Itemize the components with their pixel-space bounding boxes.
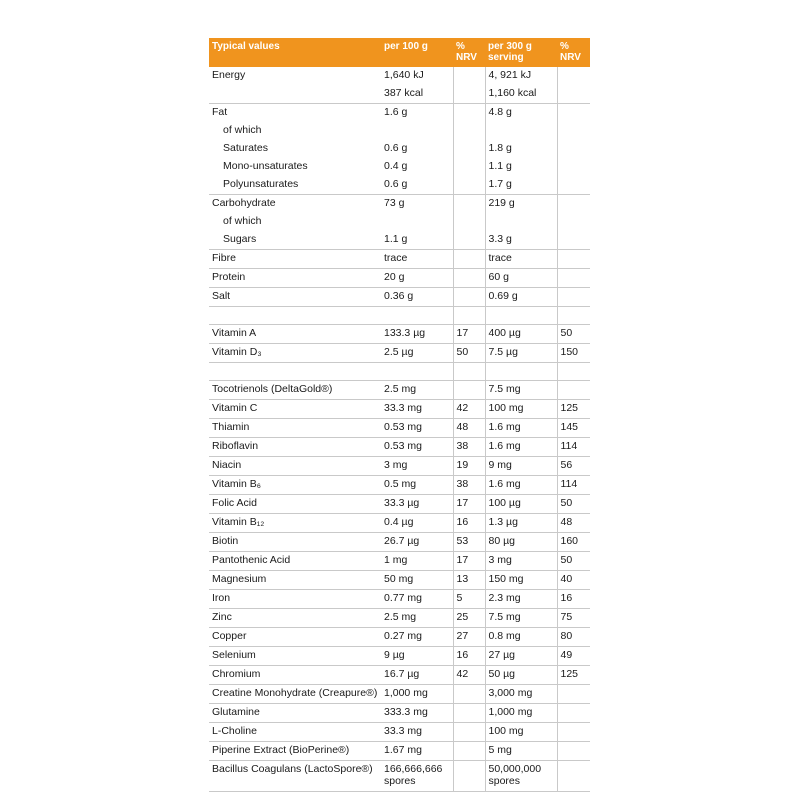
table-row [209, 250, 590, 269]
nutrient-name: Sugars [209, 231, 381, 250]
nrv-per-100g: 16 [453, 514, 485, 533]
nrv-per-100g [453, 213, 485, 231]
nrv-per-300g [557, 85, 590, 104]
value-per-300g: 3 mg [485, 552, 557, 571]
value-per-300g: trace [485, 250, 557, 269]
value-per-300g: 1.7 g [485, 176, 557, 195]
nrv-per-300g [557, 761, 590, 792]
nrv-per-100g [453, 761, 485, 792]
nutrient-name: Biotin [209, 533, 381, 552]
header-typical-values: Typical values [209, 38, 381, 67]
nrv-per-300g [557, 122, 590, 140]
nrv-per-300g [557, 685, 590, 704]
nrv-per-100g [453, 195, 485, 214]
value-per-100g: 73 g [384, 197, 405, 209]
table-row [209, 647, 590, 666]
value-per-100g: 1,640 kJ [384, 69, 424, 81]
nrv-per-300g [557, 213, 590, 231]
nrv-per-100g: 19 [453, 457, 485, 476]
nrv-per-300g: 145 [557, 419, 590, 438]
table-row [209, 590, 590, 609]
nrv-per-300g [557, 742, 590, 761]
value-per-300g: 2.3 mg [485, 590, 557, 609]
table-row [209, 288, 590, 307]
nutrient-name: Niacin [209, 457, 381, 476]
nrv-per-100g: 5 [453, 590, 485, 609]
nrv-per-300g: 40 [557, 571, 590, 590]
table-row [209, 723, 590, 742]
nrv-per-100g: 16 [453, 647, 485, 666]
table-row [209, 761, 590, 792]
table-row [209, 495, 590, 514]
nutrient-name: Bacillus Coagulans (LactoSpore®) [209, 761, 381, 792]
value-per-300g: 0.8 mg [485, 628, 557, 647]
value-per-300g: 9 mg [485, 457, 557, 476]
nutrient-name: Piperine Extract (BioPerine®) [209, 742, 381, 761]
nutrient-name: Carbohydrate [212, 197, 276, 209]
table-row [209, 514, 590, 533]
value-per-100g: 26.7 µg [381, 533, 453, 552]
value-per-100g: 0.53 mg [381, 419, 453, 438]
value-per-300g: 400 µg [485, 325, 557, 344]
table-row [209, 552, 590, 571]
nrv-per-300g: 50 [557, 495, 590, 514]
value-per-300g: 100 µg [485, 495, 557, 514]
nrv-per-100g [453, 85, 485, 104]
header-per-300g-serving: per 300 g serving [485, 38, 557, 67]
value-per-300g [485, 307, 557, 325]
value-per-100g: 1.6 g [384, 106, 408, 118]
nutrient-name: Vitamin D₃ [209, 344, 381, 363]
value-per-300g: 50 µg [485, 666, 557, 685]
table-row [209, 666, 590, 685]
nrv-per-100g [453, 381, 485, 400]
nrv-per-300g [557, 104, 590, 123]
nrv-per-100g [453, 723, 485, 742]
nrv-per-300g [557, 363, 590, 381]
value-per-100g: 50 mg [381, 571, 453, 590]
value-per-300g: 4, 921 kJ [485, 67, 557, 85]
nrv-per-300g: 49 [557, 647, 590, 666]
value-per-300g: 1.8 g [485, 140, 557, 158]
nrv-per-300g: 160 [557, 533, 590, 552]
nrv-per-300g [557, 231, 590, 250]
nrv-per-300g [557, 176, 590, 195]
nrv-per-300g: 16 [557, 590, 590, 609]
table-row [209, 344, 590, 363]
nrv-per-100g [453, 704, 485, 723]
nutrient-name: Tocotrienols (DeltaGold®) [209, 381, 381, 400]
nutrient-name [209, 307, 381, 325]
nrv-per-100g [453, 742, 485, 761]
nrv-per-300g [557, 140, 590, 158]
value-per-300g: 100 mg [485, 400, 557, 419]
value-per-100g: 0.6 g [384, 142, 408, 154]
nutrient-name: Vitamin B₁₂ [209, 514, 381, 533]
nrv-per-100g [453, 176, 485, 195]
value-per-300g [485, 213, 557, 231]
value-per-100g: 133.3 µg [381, 325, 453, 344]
table-row [209, 685, 590, 704]
nrv-per-300g: 50 [557, 325, 590, 344]
nrv-per-100g: 13 [453, 571, 485, 590]
nutrient-name: Thiamin [209, 419, 381, 438]
nrv-per-100g [453, 140, 485, 158]
nutrient-name: Vitamin A [209, 325, 381, 344]
value-per-100g [381, 213, 453, 231]
nutrient-name: Pantothenic Acid [209, 552, 381, 571]
nrv-per-300g: 114 [557, 438, 590, 457]
nutrient-name: Magnesium [209, 571, 381, 590]
value-per-300g: 50,000,000 spores [485, 761, 557, 792]
table-row [209, 325, 590, 344]
nrv-per-100g [453, 122, 485, 140]
value-per-300g: 1.6 mg [485, 476, 557, 495]
nrv-per-100g: 48 [453, 419, 485, 438]
table-header [209, 38, 590, 67]
value-per-300g: 1.6 mg [485, 419, 557, 438]
value-per-300g: 60 g [485, 269, 557, 288]
nutrient-name: Vitamin C [209, 400, 381, 419]
nutrient-name: L-Choline [209, 723, 381, 742]
value-per-100g: 33.3 mg [381, 723, 453, 742]
table-row [209, 533, 590, 552]
table-row [209, 158, 590, 176]
value-per-100g: 9 µg [381, 647, 453, 666]
value-per-300g: 3.3 g [485, 231, 557, 250]
table-row [209, 419, 590, 438]
nrv-per-300g [557, 250, 590, 269]
value-per-300g: 0.69 g [485, 288, 557, 307]
nrv-per-100g [453, 363, 485, 381]
table-row [209, 400, 590, 419]
nutrient-name: Chromium [209, 666, 381, 685]
table-body [209, 67, 590, 792]
header-nrv-100g: % NRV [453, 38, 485, 67]
nrv-per-100g [453, 269, 485, 288]
nrv-per-300g: 150 [557, 344, 590, 363]
nutrient-name [209, 85, 381, 104]
value-per-100g: 0.77 mg [381, 590, 453, 609]
nutrient-name: Selenium [209, 647, 381, 666]
nrv-per-300g: 114 [557, 476, 590, 495]
value-per-100g [381, 307, 453, 325]
table-row [209, 213, 590, 231]
nrv-per-100g: 17 [453, 495, 485, 514]
value-per-100g: trace [381, 250, 453, 269]
value-per-100g: 166,666,666 spores [381, 761, 453, 792]
table-row [209, 438, 590, 457]
value-per-300g [485, 122, 557, 140]
nutrient-name: Saturates [223, 142, 268, 154]
table-row [209, 269, 590, 288]
value-per-100g: 2.5 µg [381, 344, 453, 363]
table-row [209, 476, 590, 495]
spacer-row [209, 363, 590, 381]
nutrient-name: Iron [209, 590, 381, 609]
table-row [209, 609, 590, 628]
nutrient-name: Salt [209, 288, 381, 307]
nutrient-name: Riboflavin [209, 438, 381, 457]
table-row [209, 176, 590, 195]
nrv-per-100g [453, 307, 485, 325]
table-row [209, 85, 590, 104]
nrv-per-300g [557, 307, 590, 325]
value-per-100g: 2.5 mg [381, 381, 453, 400]
value-per-100g: 16.7 µg [381, 666, 453, 685]
value-per-300g: 4.8 g [485, 104, 557, 123]
value-per-100g: 20 g [381, 269, 453, 288]
value-per-300g: 1.1 g [485, 158, 557, 176]
table-row [209, 571, 590, 590]
value-per-300g: 1.6 mg [485, 438, 557, 457]
nrv-per-100g [453, 158, 485, 176]
nrv-per-300g: 125 [557, 400, 590, 419]
nutrient-name: Fat [212, 106, 228, 118]
nrv-per-300g [557, 288, 590, 307]
table-row [209, 704, 590, 723]
value-per-100g: 387 kcal [381, 85, 453, 104]
value-per-300g: 80 µg [485, 533, 557, 552]
nutrient-name: Mono-unsaturates [223, 160, 308, 172]
table-row [209, 140, 590, 158]
table-row [209, 381, 590, 400]
value-per-100g [381, 363, 453, 381]
table-row [209, 67, 590, 85]
nrv-per-300g: 56 [557, 457, 590, 476]
value-per-300g [485, 363, 557, 381]
value-per-300g: 7.5 mg [485, 609, 557, 628]
nrv-per-300g: 75 [557, 609, 590, 628]
nrv-per-100g: 42 [453, 400, 485, 419]
nrv-per-300g [557, 67, 590, 85]
nrv-per-100g: 53 [453, 533, 485, 552]
value-per-300g: 7.5 µg [485, 344, 557, 363]
nrv-per-100g [453, 67, 485, 85]
value-per-300g: 150 mg [485, 571, 557, 590]
nutrient-name: Glutamine [209, 704, 381, 723]
header-per-100g: per 100 g [381, 38, 453, 67]
value-per-100g: 0.36 g [381, 288, 453, 307]
value-per-100g: 333.3 mg [381, 704, 453, 723]
nrv-per-300g [557, 269, 590, 288]
value-per-100g: 1 mg [381, 552, 453, 571]
nrv-per-300g: 80 [557, 628, 590, 647]
table-row [209, 104, 590, 123]
value-per-300g: 1.3 µg [485, 514, 557, 533]
nutrient-name: Protein [209, 269, 381, 288]
value-per-300g: 1,160 kcal [485, 85, 557, 104]
nutrient-name: of which [223, 215, 262, 227]
table-row [209, 195, 590, 214]
value-per-100g: 0.5 mg [381, 476, 453, 495]
nrv-per-100g [453, 288, 485, 307]
nutrient-name: Folic Acid [209, 495, 381, 514]
value-per-100g: 0.53 mg [381, 438, 453, 457]
value-per-100g: 1.67 mg [381, 742, 453, 761]
table-row [209, 122, 590, 140]
value-per-100g: 3 mg [381, 457, 453, 476]
value-per-100g: 0.4 µg [381, 514, 453, 533]
nrv-per-100g: 25 [453, 609, 485, 628]
nutrient-name: Creatine Monohydrate (Creapure®) [209, 685, 381, 704]
nutrient-name: Zinc [209, 609, 381, 628]
value-per-300g: 219 g [485, 195, 557, 214]
nrv-per-300g [557, 723, 590, 742]
nrv-per-100g: 38 [453, 438, 485, 457]
nrv-per-300g: 48 [557, 514, 590, 533]
header-nrv-300g: % NRV [557, 38, 590, 67]
value-per-100g: 33.3 mg [381, 400, 453, 419]
nrv-per-100g [453, 104, 485, 123]
value-per-100g: 2.5 mg [381, 609, 453, 628]
table-row [209, 628, 590, 647]
nrv-per-100g: 17 [453, 325, 485, 344]
nrv-per-100g: 50 [453, 344, 485, 363]
value-per-300g: 100 mg [485, 723, 557, 742]
value-per-100g: 0.6 g [381, 176, 453, 195]
value-per-100g: 0.4 g [384, 160, 408, 172]
nutrient-name: Energy [212, 69, 246, 81]
value-per-300g: 1,000 mg [485, 704, 557, 723]
value-per-100g [381, 122, 453, 140]
nrv-per-300g [557, 195, 590, 214]
nutrient-name: Copper [209, 628, 381, 647]
nutrient-name [209, 363, 381, 381]
nrv-per-100g [453, 250, 485, 269]
nrv-per-100g: 38 [453, 476, 485, 495]
table-row [209, 742, 590, 761]
nrv-per-300g: 50 [557, 552, 590, 571]
value-per-100g: 0.27 mg [381, 628, 453, 647]
value-per-100g: 33.3 µg [381, 495, 453, 514]
value-per-100g: 1.1 g [381, 231, 453, 250]
table-row [209, 231, 590, 250]
value-per-300g: 7.5 mg [485, 381, 557, 400]
value-per-100g: 1,000 mg [381, 685, 453, 704]
nrv-per-300g [557, 704, 590, 723]
header-row [209, 38, 590, 67]
nutrient-name: Fibre [209, 250, 381, 269]
nrv-per-300g [557, 158, 590, 176]
nrv-per-300g [557, 381, 590, 400]
table-row [209, 457, 590, 476]
nrv-per-100g: 27 [453, 628, 485, 647]
nutrition-table [209, 38, 590, 792]
value-per-300g: 5 mg [485, 742, 557, 761]
nrv-per-100g: 42 [453, 666, 485, 685]
nutrient-name: Vitamin B₆ [209, 476, 381, 495]
nutrient-name: of which [223, 124, 262, 136]
nutrient-name: Polyunsaturates [209, 176, 381, 195]
value-per-300g: 27 µg [485, 647, 557, 666]
nrv-per-300g: 125 [557, 666, 590, 685]
value-per-300g: 3,000 mg [485, 685, 557, 704]
nrv-per-100g [453, 231, 485, 250]
nrv-per-100g [453, 685, 485, 704]
nrv-per-100g: 17 [453, 552, 485, 571]
spacer-row [209, 307, 590, 325]
